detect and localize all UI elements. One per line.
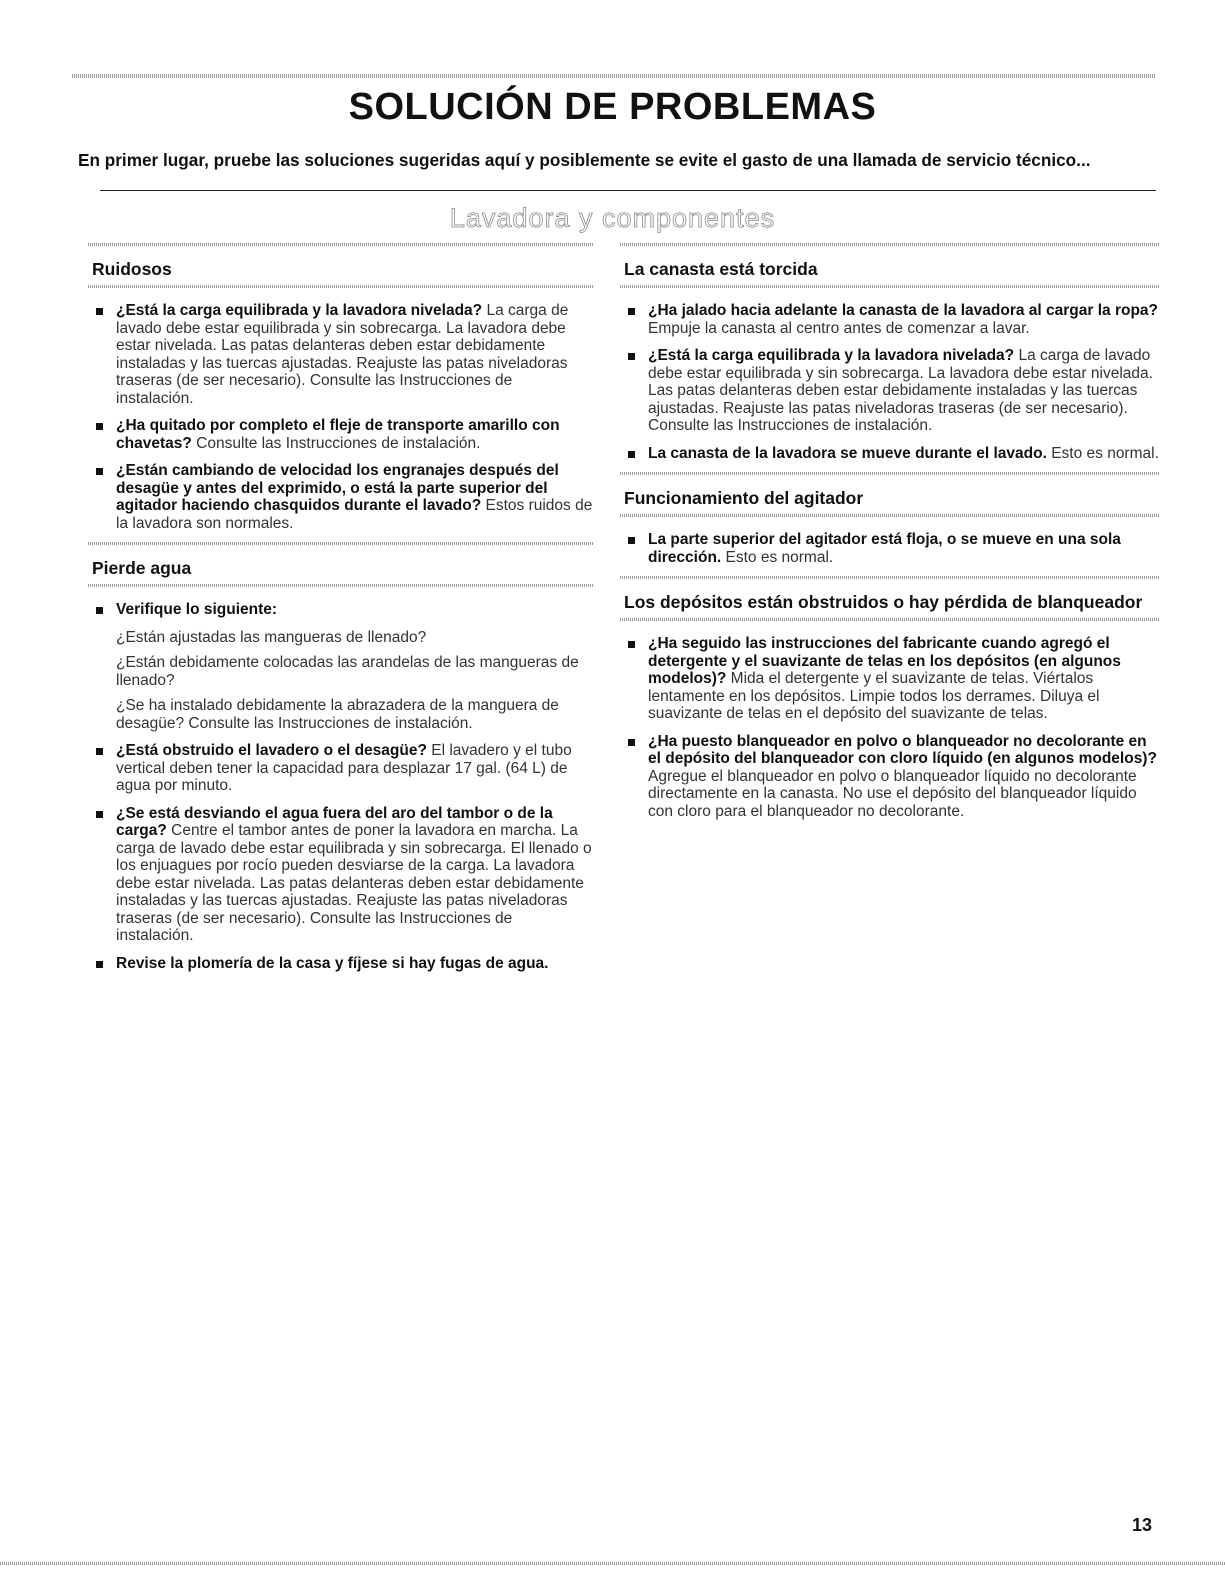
bottom-rule — [0, 1562, 1225, 1565]
list-item — [620, 302, 1160, 337]
section-rule — [620, 618, 1160, 621]
section-rule — [620, 285, 1160, 288]
list-item — [88, 417, 593, 452]
list-item — [88, 955, 593, 973]
section-rule — [88, 584, 593, 587]
list-pierde-agua — [88, 601, 593, 972]
bullet-icon — [96, 748, 103, 755]
bullet-icon — [96, 308, 103, 315]
bullet-icon — [96, 811, 103, 818]
item-question: La canasta de la lavadora se mueve durante el lavado. — [648, 444, 1047, 462]
list-item — [620, 531, 1160, 566]
sub-item: ¿Se ha instalado debidamente la abrazadera de la manguera de desagüe? Consulte las Instrucciones de instalación. — [116, 697, 559, 732]
item-question: ¿Se está desviando el agua fuera del aro del tambor o de la carga? — [116, 804, 553, 839]
list-item — [620, 733, 1160, 821]
section-rule — [620, 514, 1160, 517]
heading-depositos: Los depósitos están obstruidos o hay pérdida de blanqueador — [624, 592, 1143, 612]
sub-item: ¿Están debidamente colocadas las arandelas de las mangueras de llenado? — [116, 654, 579, 689]
item-question: ¿Ha puesto blanqueador en polvo o blanqueador no decolorante en el depósito del blanqueador con cloro líquido (en algunos modelos)? — [648, 732, 1157, 767]
bullet-icon — [628, 739, 635, 746]
item-question: ¿Está la carga equilibrada y la lavadora nivelada? — [116, 302, 483, 319]
list-item — [620, 635, 1160, 723]
section-rule — [88, 285, 593, 288]
item-answer: Esto es normal. — [721, 548, 834, 566]
bullet-icon — [628, 537, 635, 544]
item-answer: La carga de lavado debe estar equilibrada y sin sobrecarga. La lavadora debe estar nivelada. Las patas delanteras deben estar debidamente instaladas y las tuercas ajustadas. Reajuste las patas niveladoras traseras (de ser necesario). Consulte las Instrucciones de instalación. — [648, 347, 1153, 434]
item-question: Revise la plomería de la casa y fíjese si hay fugas de agua. — [116, 954, 549, 972]
sub-item: ¿Están ajustadas las mangueras de llenado? — [116, 628, 427, 646]
item-question: La parte superior del agitador está floja, o se mueve en una sola dirección. — [648, 531, 1121, 566]
bullet-icon — [628, 451, 635, 458]
intro-text: En primer lugar, pruebe las soluciones sugeridas aquí y posiblemente se evite el gasto de una llamada de servicio técnico... — [78, 150, 1091, 170]
list-depositos — [620, 635, 1160, 820]
item-question: ¿Están cambiando de velocidad los engranajes después del desagüe y antes del exprimido, o está la parte superior del agitador haciendo chasquidos durante el lavado? — [116, 462, 559, 514]
list-item — [88, 805, 593, 945]
item-answer: La carga de lavado debe estar equilibrada y sin sobrecarga. La lavadora debe estar nivelada. Las patas delanteras deben estar debidamente instaladas y las tuercas ajustadas. Reajuste las patas niveladoras traseras (de ser necesario). Consulte las Instrucciones de instalación. — [116, 302, 569, 407]
item-answer: El lavadero y el tubo vertical deben tener la capacidad para desplazar 17 gal. (64 L) de agua por minuto. — [116, 742, 572, 794]
list-item — [620, 445, 1160, 463]
left-column — [88, 243, 593, 982]
item-question: Verifique lo siguiente: — [116, 601, 278, 618]
bullet-icon — [96, 468, 103, 475]
list-item — [88, 302, 593, 407]
item-answer: Estos ruidos de la lavadora son normales. — [116, 497, 593, 532]
bullet-icon — [96, 961, 103, 968]
bullet-icon — [628, 308, 635, 315]
top-rule — [72, 74, 1156, 78]
item-question: ¿Ha quitado por completo el fleje de transporte amarillo con chavetas? — [116, 417, 560, 452]
list-ruidosos — [88, 302, 593, 532]
item-answer: Empuje la canasta al centro antes de comenzar a lavar. — [648, 319, 1030, 337]
heading-canasta: La canasta está torcida — [624, 259, 818, 279]
list-canasta — [620, 302, 1160, 462]
bullet-icon — [96, 423, 103, 430]
item-answer: Centre el tambor antes de poner la lavadora en marcha. La carga de lavado debe estar equilibrada y sin sobrecarga. El llenado o los enjuagues por rocío pueden desviarse de la carga. La lavadora debe estar nivelada. Las patas delanteras deben estar debidamente instaladas y las tuercas ajustadas. Reajuste las patas niveladoras traseras (de ser necesario). Consulte las Instrucciones de instalación. — [116, 822, 592, 944]
list-agitador — [620, 531, 1160, 566]
right-column — [620, 243, 1160, 830]
page-number: 13 — [1131, 1515, 1152, 1535]
bullet-icon — [628, 641, 635, 648]
item-answer: Agregue el blanqueador en polvo o blanqueador líquido no decolorante directamente en la canasta. No use el depósito del blanqueador líquido con cloro para el blanqueador no decolorante. — [648, 767, 1137, 820]
item-answer: Consulte las Instrucciones de instalación. — [191, 434, 481, 452]
section-title: Lavadora y componentes — [449, 203, 776, 233]
item-question: ¿Ha seguido las instrucciones del fabricante cuando agregó el detergente y el suavizante de telas en los depósitos (en algunos modelos)? — [648, 635, 1121, 687]
list-item — [620, 347, 1160, 435]
heading-pierde-agua: Pierde agua — [92, 558, 192, 578]
item-answer: Mida el detergente y el suavizante de telas. Viértalos lentamente en los depósitos. Limpie todos los derrames. Diluya el suavizante de telas en el depósito del suavizante de telas. — [648, 670, 1100, 722]
list-item — [88, 742, 593, 795]
intro-divider — [100, 190, 1156, 191]
heading-agitador: Funcionamiento del agitador — [624, 488, 864, 508]
bullet-icon — [628, 353, 635, 360]
bullet-icon — [96, 607, 103, 614]
item-question: ¿Está obstruido el lavadero o el desagüe? — [116, 742, 427, 759]
item-question: ¿Está la carga equilibrada y la lavadora nivelada? — [648, 347, 1015, 364]
list-item — [88, 462, 593, 532]
heading-ruidosos: Ruidosos — [92, 259, 172, 279]
list-item — [88, 601, 593, 732]
item-answer: Esto es normal. — [1046, 444, 1159, 462]
item-question: ¿Ha jalado hacia adelante la canasta de la lavadora al cargar la ropa? — [648, 302, 1159, 319]
page-title: SOLUCIÓN DE PROBLEMAS — [348, 86, 877, 128]
